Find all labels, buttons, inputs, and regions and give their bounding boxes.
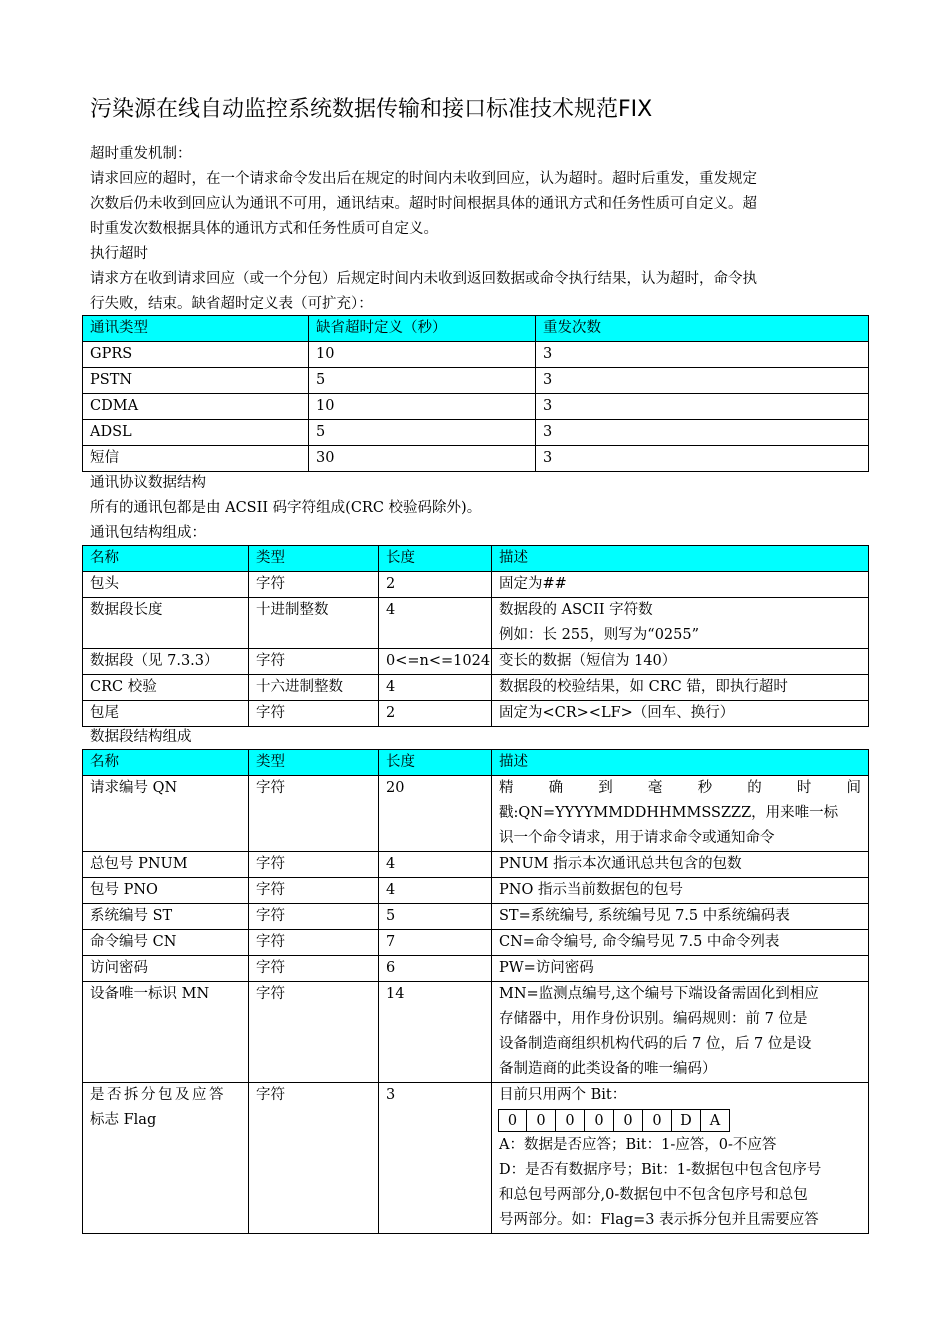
table-cell: 数据段长度 [83, 598, 249, 649]
table-cell: 固定为## [492, 572, 869, 598]
section-heading: 通讯协议数据结构 [90, 475, 206, 491]
table-cell: 短信 [83, 446, 309, 472]
table-cell: 字符 [249, 1083, 379, 1234]
table-cell: 访问密码 [83, 956, 249, 982]
cell-line: 识一个命令请求，用于请求命令或通知命令 [499, 830, 775, 846]
table-cell: 字符 [249, 878, 379, 904]
header-cell: 名称 [83, 750, 249, 776]
flag-bit: 0 [585, 1109, 614, 1132]
table-cell: 变长的数据（短信为 140） [492, 649, 869, 675]
protocol-section [90, 471, 868, 546]
table-cell: 5 [309, 368, 536, 394]
segment-section [90, 725, 868, 750]
table-cell: 14 [379, 982, 492, 1083]
table-row [83, 852, 869, 878]
table-cell: 字符 [249, 982, 379, 1083]
table-row [83, 394, 869, 420]
header-cell: 通讯类型 [83, 316, 309, 342]
table-cell: ST=系统编号, 系统编号见 7.5 中系统编码表 [492, 904, 869, 930]
section-heading: 执行超时 [90, 246, 148, 262]
cell-line: 目前只用两个 Bit： [499, 1087, 627, 1103]
table-cell: 10 [309, 394, 536, 420]
segment-structure-table [82, 749, 869, 1234]
table-cell: 设备唯一标识 MN [83, 982, 249, 1083]
table-header-row [83, 750, 869, 776]
table-cell: 5 [379, 904, 492, 930]
cell-char: 秒 [697, 780, 713, 796]
table-cell: 包头 [83, 572, 249, 598]
table-cell: 字符 [249, 776, 379, 852]
paragraph-line: 次数后仍未收到回应认为通讯不可用，通讯结束。超时时间根据具体的通讯方式和任务性质可自定义。超 [90, 196, 757, 212]
paragraph-line: 所有的通讯包都是由 ACSII 码字符组成(CRC 校验码除外)。 [90, 500, 482, 516]
paragraph-line: 请求回应的超时，在一个请求命令发出后在规定的时间内未收到回应，认为超时。超时后重发，重发规定 [90, 171, 757, 187]
header-cell: 缺省超时定义（秒） [309, 316, 536, 342]
table-cell: 3 [536, 342, 869, 368]
cell-line: 和总包号两部分,0-数据包中不包含包序号和总包 [499, 1187, 808, 1203]
cell-line: 存储器中，用作身份识别。编码规则：前 7 位是 [499, 1011, 808, 1027]
table-cell: 3 [536, 394, 869, 420]
table-row [83, 701, 869, 727]
table-cell [492, 598, 869, 649]
cell-char: 到 [598, 780, 613, 796]
table-cell: 数据段（见 7.3.3） [83, 649, 249, 675]
header-cell: 描述 [492, 750, 869, 776]
cell-line: 设备制造商组织机构代码的后 7 位，后 7 位是设 [499, 1036, 812, 1052]
table-cell: 字符 [249, 852, 379, 878]
table-cell: 4 [379, 852, 492, 878]
section-heading: 数据段结构组成 [90, 729, 192, 745]
cell-char: 间 [846, 780, 861, 796]
table-cell: 系统编号 ST [83, 904, 249, 930]
table-cell [492, 982, 869, 1083]
table-cell: 字符 [249, 956, 379, 982]
flag-bit: 0 [614, 1109, 643, 1132]
table-cell [492, 1083, 869, 1234]
table-cell: 字符 [249, 701, 379, 727]
table-cell: ADSL [83, 420, 309, 446]
cell-line: 标志 Flag [90, 1112, 157, 1128]
table-cell: 4 [379, 878, 492, 904]
section-heading: 超时重发机制： [90, 146, 192, 162]
table-cell: 字符 [249, 930, 379, 956]
header-cell: 名称 [83, 546, 249, 572]
packet-structure-table [82, 545, 869, 727]
table-cell: PSTN [83, 368, 309, 394]
cell-char: 确 [548, 780, 564, 796]
table-row [83, 446, 869, 472]
timeout-section [90, 142, 868, 317]
header-cell: 类型 [249, 750, 379, 776]
table-cell: 20 [379, 776, 492, 852]
table-row [83, 878, 869, 904]
table-cell: GPRS [83, 342, 309, 368]
table-cell: 4 [379, 598, 492, 649]
timeout-table [82, 315, 869, 472]
table-cell: 十进制整数 [249, 598, 379, 649]
table-cell: 固定为<CR><LF>（回车、换行） [492, 701, 869, 727]
paragraph-line: 请求方在收到请求回应（或一个分包）后规定时间内未收到返回数据或命令执行结果，认为超时，命令执 [90, 271, 757, 287]
cell-char: 的 [747, 780, 762, 796]
table-cell: 6 [379, 956, 492, 982]
table-cell: 字符 [249, 649, 379, 675]
table-cell: 2 [379, 701, 492, 727]
flag-bit: 0 [643, 1109, 672, 1132]
table-cell: 字符 [249, 904, 379, 930]
cell-line: 例如：长 255，则写为“0255” [499, 627, 700, 643]
flag-bit: D [672, 1109, 701, 1132]
table-cell: 3 [536, 446, 869, 472]
table-cell: 包尾 [83, 701, 249, 727]
section-heading: 通讯包结构组成： [90, 525, 206, 541]
flag-bit: A [701, 1109, 730, 1132]
table-cell: PNUM 指示本次通讯总共包含的包数 [492, 852, 869, 878]
table-header-row [83, 316, 869, 342]
table-cell: 2 [379, 572, 492, 598]
cell-line: D：是否有数据序号；Bit：1-数据包中包含包序号 [499, 1162, 822, 1178]
table-cell [83, 1083, 249, 1234]
header-cell: 类型 [249, 546, 379, 572]
header-cell: 重发次数 [536, 316, 869, 342]
table-row [83, 930, 869, 956]
table-row [83, 675, 869, 701]
cell-line: 数据段的 ASCII 字符数 [499, 602, 653, 618]
table-cell: 总包号 PNUM [83, 852, 249, 878]
table-cell: 字符 [249, 572, 379, 598]
header-cell: 长度 [379, 546, 492, 572]
cell-line: 是否拆分包及应答 [90, 1087, 226, 1103]
table-cell: 10 [309, 342, 536, 368]
table-cell: PW=访问密码 [492, 956, 869, 982]
cell-line: 戳:QN=YYYYMMDDHHMMSSZZZ，用来唯一标 [499, 805, 839, 821]
table-cell: 5 [309, 420, 536, 446]
cell-line: 备制造商的此类设备的唯一编码） [499, 1061, 717, 1077]
table-cell: 3 [536, 368, 869, 394]
paragraph-line: 时重发次数根据具体的通讯方式和任务性质可自定义。 [90, 221, 438, 237]
header-cell: 长度 [379, 750, 492, 776]
table-cell: 0<=n<=1024 [379, 649, 492, 675]
flag-bit-table [498, 1109, 861, 1132]
table-cell: CRC 校验 [83, 675, 249, 701]
cell-char: 精 [499, 780, 514, 796]
cell-char: 毫 [647, 780, 663, 796]
table-cell: 3 [536, 420, 869, 446]
table-cell: 十六进制整数 [249, 675, 379, 701]
cell-line: A：数据是否应答；Bit：1-应答，0-不应答 [499, 1137, 777, 1153]
table-cell: CN=命令编号, 命令编号见 7.5 中命令列表 [492, 930, 869, 956]
table-row [83, 956, 869, 982]
table-row [83, 1083, 869, 1234]
table-cell: 包号 PNO [83, 878, 249, 904]
flag-bit: 0 [498, 1109, 527, 1132]
table-row [83, 649, 869, 675]
table-row [83, 342, 869, 368]
table-cell: 7 [379, 930, 492, 956]
table-row [83, 904, 869, 930]
flag-bit: 0 [527, 1109, 556, 1132]
table-row [83, 420, 869, 446]
table-row [83, 982, 869, 1083]
table-cell: 命令编号 CN [83, 930, 249, 956]
header-cell: 描述 [492, 546, 869, 572]
table-cell: CDMA [83, 394, 309, 420]
document-title: 污染源在线自动监控系统数据传输和接口标准技术规范FIX [90, 97, 653, 122]
table-row [83, 572, 869, 598]
table-cell: 3 [379, 1083, 492, 1234]
table-cell: 请求编号 QN [83, 776, 249, 852]
table-cell [492, 776, 869, 852]
table-row [83, 598, 869, 649]
table-row [83, 368, 869, 394]
cell-line [499, 776, 861, 801]
paragraph-line: 行失败，结束。缺省超时定义表（可扩充）： [90, 296, 373, 312]
table-cell: 30 [309, 446, 536, 472]
table-cell: 4 [379, 675, 492, 701]
table-row [83, 776, 869, 852]
table-cell: 数据段的校验结果，如 CRC 错，即执行超时 [492, 675, 869, 701]
table-header-row [83, 546, 869, 572]
cell-line: MN=监测点编号,这个编号下端设备需固化到相应 [499, 986, 819, 1002]
cell-line: 号两部分。如：Flag=3 表示拆分包并且需要应答 [499, 1212, 819, 1228]
flag-bit: 0 [556, 1109, 585, 1132]
table-cell: PNO 指示当前数据包的包号 [492, 878, 869, 904]
cell-char: 时 [796, 780, 812, 796]
